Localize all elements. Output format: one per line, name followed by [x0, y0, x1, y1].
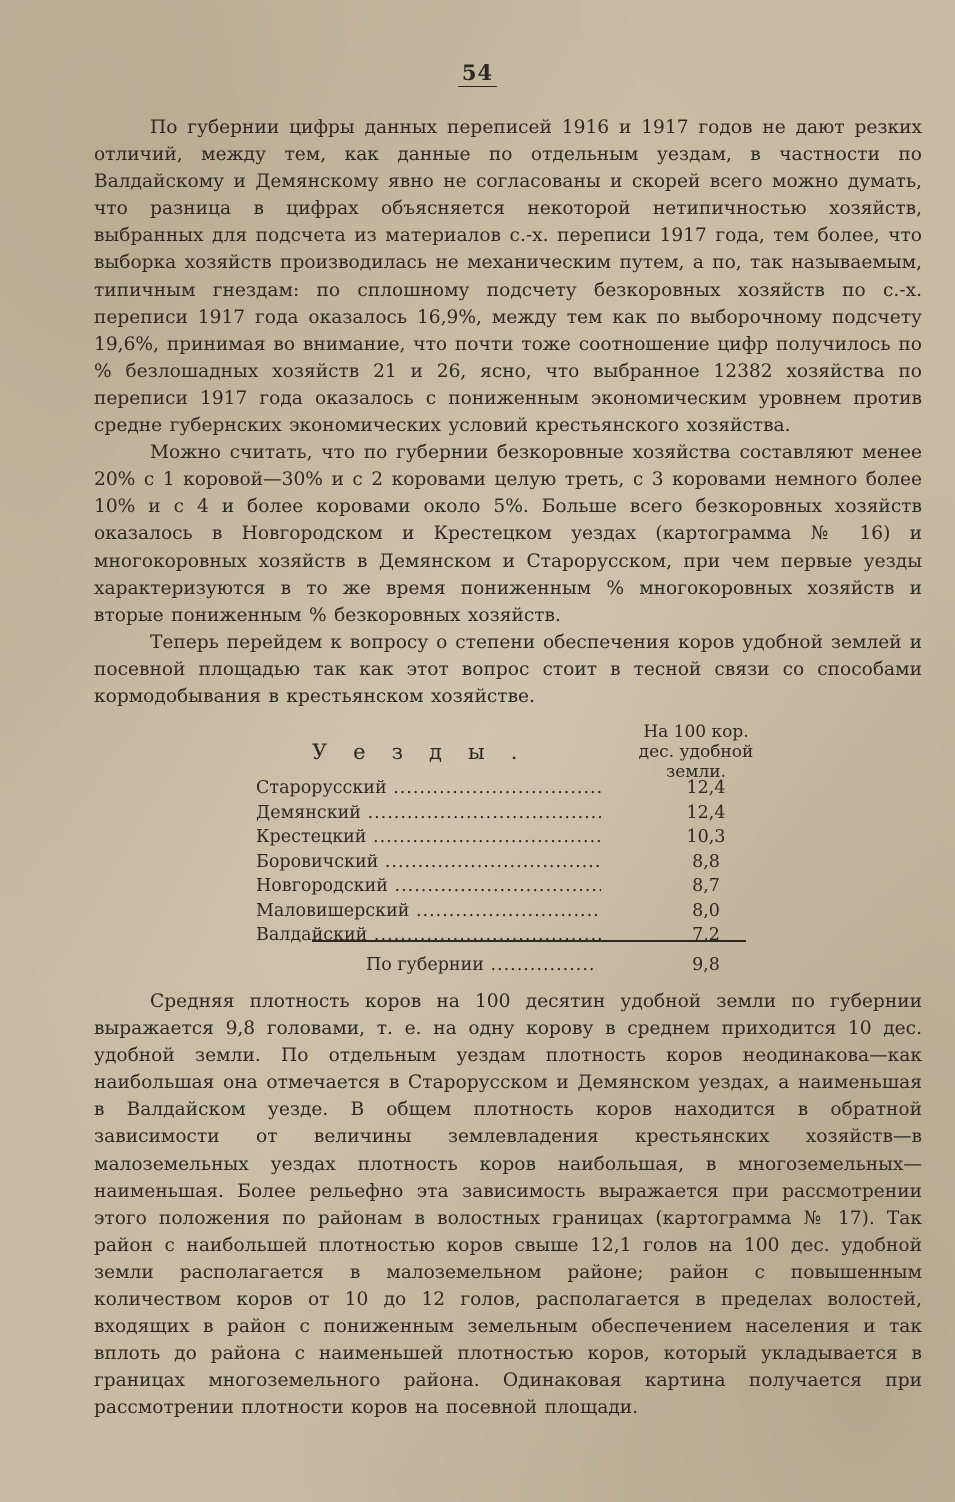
table-row	[256, 776, 756, 801]
district-value: 8,0	[692, 900, 720, 921]
paragraph: Средняя плотность коров на 100 десятин удобной земли по губернии выражается 9,8 головами, т. е. на одну корову в среднем приходится 10 дес. удобной земли. По отдельным уездам плотность коров неодинакова—как наибольшая она отмечается в Старорусском и Демянском уездах, а наименьшая в Валдайском уезде. В общем плотность коров находится в обратной зависимости от величины землевладения крестьянских хозяйств—в малоземельных уездах плотность коров наибольшая, в многоземельных—наименьшая. Более рельефно эта зависимость выражается при рассмотрении этого положения по районам в волостных границах (картограмма № 17). Так район с наибольшей плотностью коров свыше 12,1 голов на 100 дес. удобной земли располагается в малоземельном районе; район с повышенным количеством коров от 10 до 12 голов, располагается в пределах волостей, входящих в район с пониженным земельным обеспечением населения и так вплоть до района с наименьшей плотностью коров, который укладывается в границах многоземельного района. Одинаковая картина получается при рассмотрении плотности коров на посевной площади.	[94, 991, 922, 1419]
table-row	[256, 923, 756, 948]
text-block-bottom	[94, 988, 922, 1422]
paragraph: По губернии цифры данных переписей 1916 и 1917 годов не дают резких отличий, между тем, как данные по отдельным уездам, в частности по Валдайскому и Демянскому явно не согласованы и скорей всего можно думать, что разница в цифрах объясняется некоторой нетипичностью хозяйств, выбранных для подсчета из материалов с.-х. переписи 1917 года, тем более, что выборка хозяйств производилась не механическим путем, а по, так называемым, типичным гнездам: по сплошному подсчету безкоровных хозяйств по с.-х. переписи 1917 года оказалось 16,9%, между тем как по выборочному подсчету 19,6%, принимая во внимание, что почти тоже соотношение цифр получилось по % безлошадных хозяйств 21 и 26, ясно, что выбранное 12382 хозяйства по переписи 1917 года оказалось с пониженным экономическим уровнем против средне губернских экономических условий крестьянского хозяйства.	[94, 117, 922, 437]
table-total-row	[366, 952, 766, 978]
total-label: По губернии .....	[366, 952, 596, 978]
district-name: Валдайский .....	[256, 923, 601, 948]
district-name: Новгородский .....	[256, 874, 601, 899]
paragraph: Теперь перейдем к вопросу о степени обеспечения коров удобной землей и посевной площадью так как этот вопрос стоит в тесной связи со способами кормодобывания в крестьянском хозяйстве.	[94, 631, 922, 707]
table-row	[256, 874, 756, 899]
district-value: 8,7	[692, 876, 720, 896]
total-value: 9,8	[692, 955, 720, 975]
page-number: 54	[0, 60, 955, 85]
table-header-value: На 100 кор. дес. удобной земли.	[638, 722, 754, 782]
district-value: 10,3	[686, 827, 726, 847]
district-name: Старорусский .....	[256, 776, 601, 801]
district-name: Крестецкий .....	[256, 825, 601, 850]
district-name: Демянский .....	[256, 801, 601, 826]
table-row	[256, 825, 756, 850]
text-block-top	[94, 114, 922, 710]
district-value: 12,4	[686, 778, 726, 798]
district-name: Маловишерский .....	[256, 899, 601, 924]
district-value: 7,2	[692, 925, 720, 945]
paragraph: Можно считать, что по губернии безкоровные хозяйства составляют менее 20% с 1 коровой—30% и с 2 коровами целую треть, с 3 коровами немного более 10% и с 4 и более коровами около 5%. Больше всего безкоровных хозяйств оказалось в Новгородском и Крестецком уездах (картограмма № 16) и многокоровных хозяйств в Демянском и Старорусском, при чем первые уезды характеризуются в то же время пониженным % многокоровных хозяйств и вторые пониженным % безкоровных хозяйств.	[94, 442, 922, 626]
table-rows	[256, 776, 756, 948]
table-row	[256, 899, 756, 924]
district-value: 12,4	[686, 802, 726, 823]
district-value: 8,8	[692, 851, 720, 872]
table-row	[256, 850, 756, 875]
table-header-districts: Уезды.	[312, 740, 544, 764]
table-divider	[312, 940, 746, 942]
table-row	[256, 801, 756, 826]
district-name: Боровичский .....	[256, 850, 601, 875]
